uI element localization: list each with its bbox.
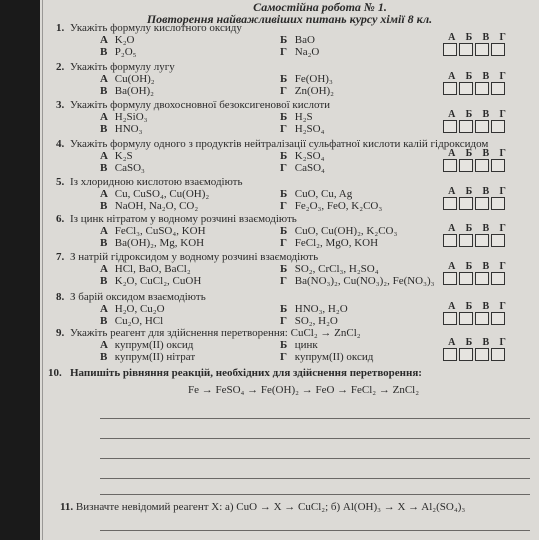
- answer-box-a[interactable]: [443, 82, 457, 95]
- question-number: 11.: [60, 501, 74, 513]
- question-text: З барій оксидом взаємодіють: [70, 291, 206, 303]
- answer-letter: Г: [499, 148, 506, 159]
- answer-letter: Г: [499, 337, 506, 348]
- question-1: [56, 22, 242, 34]
- question-text: Напишіть рівняння реакцій, необхідних для здійснення перетворення:: [70, 367, 422, 379]
- option-text: HCl, BaO, BaCl₂: [114, 263, 191, 275]
- option-g[interactable]: [280, 162, 325, 174]
- option-text: K₂S: [114, 150, 133, 162]
- answer-box-v[interactable]: [475, 348, 489, 361]
- question-text: Укажіть формулу кислотного оксиду: [70, 22, 242, 34]
- option-text: Ba(NO₃)₂, Cu(NO₃)₂, Fe(NO₃)₃: [294, 275, 435, 287]
- option-letter: Г: [280, 275, 287, 287]
- answer-box-a[interactable]: [443, 120, 457, 133]
- option-letter: Г: [280, 315, 287, 327]
- answer-letter: Б: [465, 71, 473, 82]
- option-a[interactable]: [100, 263, 191, 275]
- answer-letter: Г: [499, 186, 506, 197]
- answer-box-g[interactable]: [491, 120, 505, 133]
- option-v[interactable]: [100, 237, 204, 249]
- option-letter: В: [100, 315, 108, 327]
- question-9: [56, 327, 361, 339]
- question-text: Із хлоридною кислотою взаємодіють: [70, 176, 243, 188]
- answer-grid: [443, 223, 511, 247]
- option-b[interactable]: [280, 111, 313, 123]
- option-b[interactable]: [280, 339, 318, 351]
- answer-box-v[interactable]: [475, 197, 489, 210]
- question-number: 6.: [56, 213, 65, 225]
- answer-line[interactable]: [100, 418, 530, 419]
- answer-box-g[interactable]: [491, 43, 505, 56]
- option-letter: Б: [280, 150, 288, 162]
- answer-letter: Б: [465, 186, 473, 197]
- answer-box-b[interactable]: [459, 159, 473, 172]
- answer-grid: [443, 186, 511, 210]
- answer-grid: [443, 71, 511, 95]
- answer-box-v[interactable]: [475, 234, 489, 247]
- option-letter: А: [100, 339, 108, 351]
- option-letter: Г: [280, 46, 287, 58]
- answer-box-b[interactable]: [459, 312, 473, 325]
- answer-box-b[interactable]: [459, 272, 473, 285]
- question-text: З натрій гідроксидом у водному розчині взаємодіють: [70, 251, 319, 263]
- answer-grid: [443, 301, 511, 325]
- option-a[interactable]: [100, 150, 133, 162]
- answer-letter: В: [482, 109, 490, 120]
- answer-box-g[interactable]: [491, 234, 505, 247]
- question-4: [56, 138, 489, 150]
- answer-grid: [443, 109, 511, 133]
- answer-letter: В: [482, 148, 490, 159]
- option-b[interactable]: [280, 263, 379, 275]
- option-letter: А: [100, 111, 108, 123]
- question-8: [56, 291, 206, 303]
- option-text: P₂O₅: [114, 46, 137, 58]
- answer-box-g[interactable]: [491, 197, 505, 210]
- question-text: Укажіть реагент для здійснення перетворення: CuCl₂ → ZnCl₂: [70, 327, 361, 339]
- option-text: купрум(ІІ) оксид: [294, 351, 374, 363]
- answer-box-v[interactable]: [475, 120, 489, 133]
- option-text: Zn(OH)₂: [294, 85, 335, 97]
- option-g[interactable]: [280, 275, 434, 287]
- option-text: Cu(OH)₂: [114, 73, 155, 85]
- question-11: [60, 501, 465, 513]
- option-letter: В: [100, 123, 108, 135]
- option-a[interactable]: [100, 111, 147, 123]
- answer-box-g[interactable]: [491, 159, 505, 172]
- option-text: Ba(OH)₂: [114, 85, 155, 97]
- option-v[interactable]: [100, 315, 163, 327]
- answer-letter: В: [482, 261, 490, 272]
- answer-box-v[interactable]: [475, 82, 489, 95]
- option-letter: В: [100, 351, 108, 363]
- answer-box-b[interactable]: [459, 348, 473, 361]
- answer-letter: А: [448, 148, 456, 159]
- option-letter: А: [100, 263, 108, 275]
- option-letter: Г: [280, 162, 287, 174]
- answer-letter: А: [448, 337, 456, 348]
- answer-box-a[interactable]: [443, 197, 457, 210]
- option-letter: А: [100, 73, 108, 85]
- answer-letter: Г: [499, 301, 506, 312]
- answer-box-a[interactable]: [443, 272, 457, 285]
- option-letter: Б: [280, 188, 288, 200]
- option-text: цинк: [294, 339, 318, 351]
- question-number: 4.: [56, 138, 65, 150]
- option-letter: Б: [280, 339, 288, 351]
- option-letter: А: [100, 188, 108, 200]
- option-letter: Б: [280, 34, 288, 46]
- answer-letter: Г: [499, 223, 506, 234]
- question-number: 8.: [56, 291, 65, 303]
- option-letter: Г: [280, 123, 287, 135]
- answer-letter: А: [448, 223, 456, 234]
- answer-box-b[interactable]: [459, 234, 473, 247]
- answer-box-g[interactable]: [491, 312, 505, 325]
- option-letter: А: [100, 225, 108, 237]
- answer-letter: Б: [465, 148, 473, 159]
- option-text: Ba(OH)₂, Mg, KOH: [114, 237, 205, 249]
- answer-letter: Б: [465, 337, 473, 348]
- answer-box-v[interactable]: [475, 43, 489, 56]
- option-letter: Г: [280, 85, 287, 97]
- option-letter: В: [100, 46, 108, 58]
- option-text: FeCl₃, CuSO₄, KOH: [114, 225, 206, 237]
- answer-letter: В: [482, 301, 490, 312]
- option-a[interactable]: [100, 34, 134, 46]
- answer-box-a[interactable]: [443, 312, 457, 325]
- option-letter: А: [100, 303, 108, 315]
- answer-letter: В: [482, 32, 490, 43]
- option-b[interactable]: [280, 73, 333, 85]
- option-text: H₂S: [294, 111, 313, 123]
- option-g[interactable]: [280, 85, 334, 97]
- answer-box-v[interactable]: [475, 312, 489, 325]
- option-b[interactable]: [280, 225, 397, 237]
- option-g[interactable]: [280, 351, 373, 363]
- answer-box-b[interactable]: [459, 82, 473, 95]
- option-b[interactable]: [280, 188, 352, 200]
- option-letter: Б: [280, 111, 288, 123]
- option-text: SO₂, H₂O: [294, 315, 338, 327]
- option-text: H₂SO₄: [294, 123, 325, 135]
- option-v[interactable]: [100, 46, 136, 58]
- option-text: HNO₃: [114, 123, 143, 135]
- answer-letter: В: [482, 223, 490, 234]
- question-number: 2.: [56, 61, 65, 73]
- answer-letter: Б: [465, 109, 473, 120]
- question-number: 1.: [56, 22, 65, 34]
- option-letter: В: [100, 85, 108, 97]
- option-v[interactable]: [100, 275, 201, 287]
- answer-box-g[interactable]: [491, 348, 505, 361]
- option-text: FeCl₂, MgO, KOH: [294, 237, 379, 249]
- answer-box-v[interactable]: [475, 159, 489, 172]
- answer-grid: [443, 337, 511, 361]
- question-10: [48, 367, 422, 379]
- worksheet-subtitle: Повторення найважливіших питань курсу хімії 8 кл.: [146, 12, 433, 26]
- option-text: H₂O, Cu₂O: [114, 303, 165, 315]
- option-text: K₂O, CuCl₂, CuOH: [114, 275, 202, 287]
- option-text: K₂O: [114, 34, 135, 46]
- answer-letter: А: [448, 186, 456, 197]
- option-text: CaSO₄: [294, 162, 325, 174]
- option-g[interactable]: [280, 200, 382, 212]
- answer-grid: [443, 261, 511, 285]
- question-text: Укажіть формулу лугу: [70, 61, 175, 73]
- answer-letter: А: [448, 71, 456, 82]
- answer-line[interactable]: [100, 438, 530, 439]
- option-text: Fe(OH)₃: [294, 73, 333, 85]
- answer-letter: Б: [465, 223, 473, 234]
- option-g[interactable]: [280, 123, 324, 135]
- option-text: SO₂, CrCl₃, H₂SO₄: [294, 263, 379, 275]
- question-5: [56, 176, 243, 188]
- option-letter: В: [100, 162, 108, 174]
- option-a[interactable]: [100, 339, 193, 351]
- option-letter: Г: [280, 351, 287, 363]
- question-text: Укажіть формулу одного з продуктів нейтралізації сульфатної кислоти калій гідроксидом: [70, 138, 489, 150]
- option-text: Fe₂O₃, FeO, K₂CO₃: [294, 200, 383, 212]
- option-letter: Б: [280, 263, 288, 275]
- answer-line[interactable]: [100, 530, 530, 531]
- question-3: [56, 99, 331, 111]
- option-a[interactable]: [100, 225, 206, 237]
- option-v[interactable]: [100, 200, 198, 212]
- option-a[interactable]: [100, 188, 209, 200]
- question-number: 5.: [56, 176, 65, 188]
- option-text: K₂SO₄: [294, 150, 325, 162]
- option-g[interactable]: [280, 315, 338, 327]
- question-number: 3.: [56, 99, 65, 111]
- option-v[interactable]: [100, 351, 195, 363]
- option-text: Cu, CuSO₄, Cu(OH)₂: [114, 188, 210, 200]
- option-text: NaOH, Na₂O, CO₂: [114, 200, 199, 212]
- answer-box-a[interactable]: [443, 43, 457, 56]
- answer-letter: А: [448, 32, 456, 43]
- answer-letter: В: [482, 337, 490, 348]
- option-text: BaO: [294, 34, 315, 46]
- question-2: [56, 61, 175, 73]
- option-b[interactable]: [280, 150, 324, 162]
- option-text: CaSO₃: [114, 162, 145, 174]
- option-letter: Г: [280, 200, 287, 212]
- option-g[interactable]: [280, 46, 319, 58]
- answer-line[interactable]: [100, 458, 530, 459]
- question-number: 7.: [56, 251, 65, 263]
- option-letter: Б: [280, 303, 288, 315]
- answer-box-g[interactable]: [491, 272, 505, 285]
- option-v[interactable]: [100, 162, 145, 174]
- answer-letter: Б: [465, 32, 473, 43]
- answer-box-a[interactable]: [443, 234, 457, 247]
- option-letter: Б: [280, 225, 288, 237]
- answer-letter: В: [482, 186, 490, 197]
- worksheet-title: Самостійна робота № 1.: [253, 0, 387, 14]
- option-letter: В: [100, 237, 108, 249]
- answer-letter: А: [448, 109, 456, 120]
- answer-box-b[interactable]: [459, 120, 473, 133]
- worksheet-page: [40, 0, 539, 540]
- question-number: 9.: [56, 327, 65, 339]
- answer-line[interactable]: [100, 478, 530, 479]
- answer-grid: [443, 32, 511, 56]
- answer-box-a[interactable]: [443, 159, 457, 172]
- answer-box-a[interactable]: [443, 348, 457, 361]
- answer-letter: В: [482, 71, 490, 82]
- option-a[interactable]: [100, 303, 165, 315]
- option-g[interactable]: [280, 237, 378, 249]
- answer-box-g[interactable]: [491, 82, 505, 95]
- option-letter: А: [100, 34, 108, 46]
- question-text: Із цинк нітратом у водному розчині взаємодіють: [70, 213, 297, 225]
- question-text: Укажіть формулу двохосновної безоксигенової кислоти: [70, 99, 331, 111]
- option-b[interactable]: [280, 303, 348, 315]
- answer-line[interactable]: [100, 494, 530, 495]
- answer-box-b[interactable]: [459, 43, 473, 56]
- answer-letter: А: [448, 261, 456, 272]
- transformation-chain: Fe → FeSO₄ → Fe(OH)₂ → FeO → FeCl₂ → ZnCl₂: [188, 384, 420, 396]
- option-v[interactable]: [100, 123, 142, 135]
- question-7: [56, 251, 319, 263]
- option-text: H₂SiO₃: [114, 111, 148, 123]
- option-a[interactable]: [100, 73, 155, 85]
- option-letter: Б: [280, 73, 288, 85]
- option-letter: Г: [280, 237, 287, 249]
- answer-letter: Г: [499, 32, 506, 43]
- option-text: HNO₃, H₂O: [294, 303, 348, 315]
- option-text: CuO, Cu(OH)₂, K₂CO₃: [294, 225, 398, 237]
- answer-box-b[interactable]: [459, 197, 473, 210]
- option-text: Na₂O: [294, 46, 320, 58]
- question-text: Визначте невідомий реагент X: а) CuO → X → CuCl₂; б) Al(OH)₃ → X → Al₂(SO₄)₃: [75, 501, 466, 513]
- answer-box-v[interactable]: [475, 272, 489, 285]
- option-text: купрум(ІІ) нітрат: [114, 351, 196, 363]
- question-number: 10.: [48, 367, 62, 379]
- option-v[interactable]: [100, 85, 154, 97]
- option-letter: В: [100, 200, 108, 212]
- answer-letter: Б: [465, 261, 473, 272]
- option-text: купрум(ІІ) оксид: [114, 339, 194, 351]
- option-text: Cu₂O, HCl: [114, 315, 164, 327]
- answer-letter: Б: [465, 301, 473, 312]
- answer-grid: [443, 148, 511, 172]
- option-b[interactable]: [280, 34, 315, 46]
- option-letter: А: [100, 150, 108, 162]
- option-letter: В: [100, 275, 108, 287]
- answer-letter: Г: [499, 71, 506, 82]
- option-text: CuO, Cu, Ag: [294, 188, 353, 200]
- question-6: [56, 213, 297, 225]
- answer-letter: Г: [499, 109, 506, 120]
- answer-letter: Г: [499, 261, 506, 272]
- answer-letter: А: [448, 301, 456, 312]
